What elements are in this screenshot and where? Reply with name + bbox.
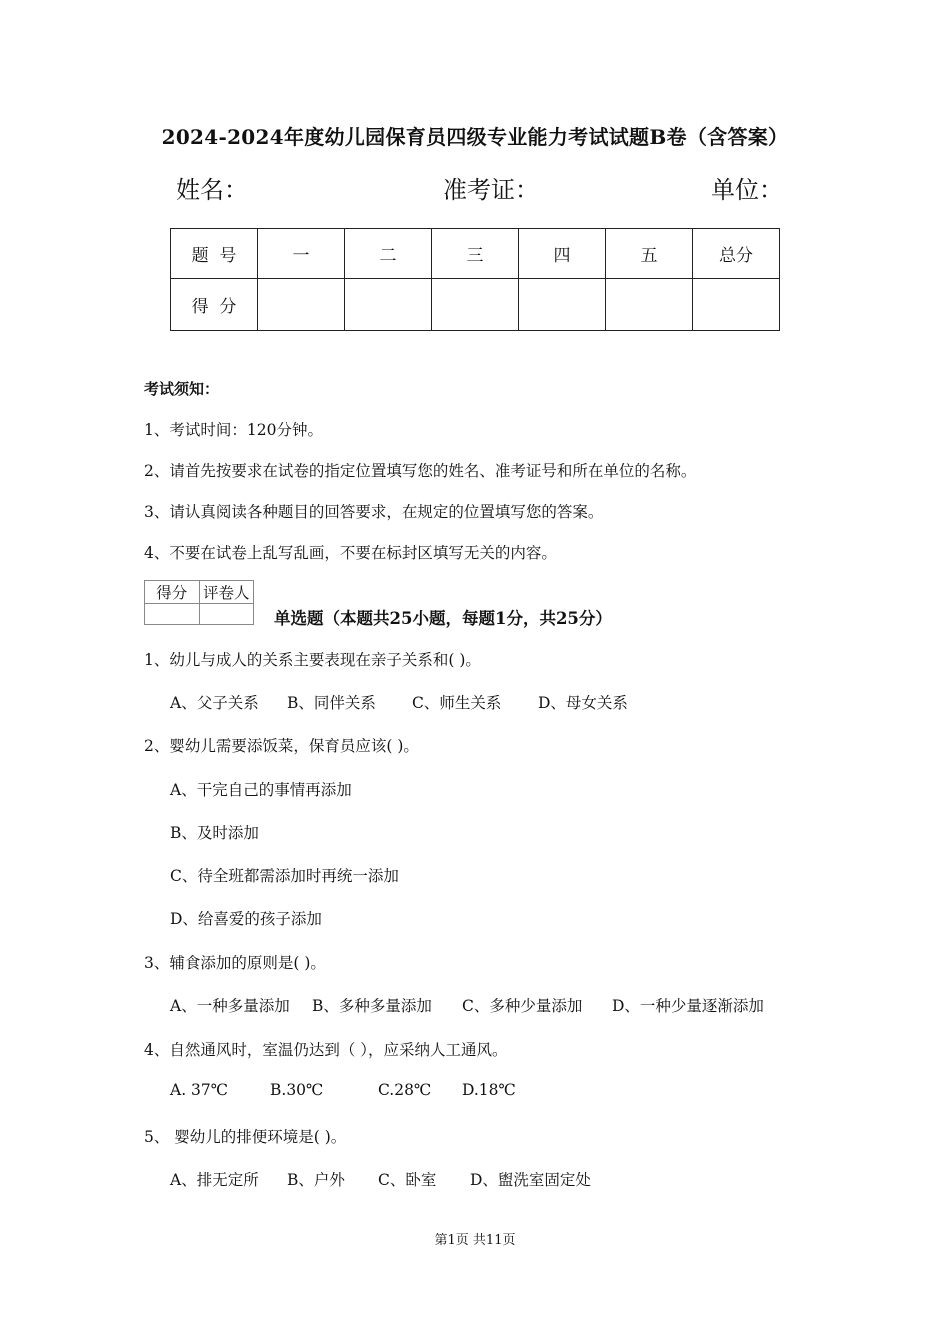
score-header-cell: 总分 (693, 229, 780, 279)
option[interactable]: B、及时添加 (170, 824, 259, 842)
question-stem: 3、辅食添加的原则是( )。 (144, 954, 326, 972)
score-cell[interactable] (345, 279, 432, 331)
section-title: 单选题（本题共25小题，每题1分，共25分） (274, 609, 612, 628)
score-header-cell: 三 (432, 229, 519, 279)
question-stem: 4、自然通风时，室温仍达到（ ），应采纳人工通风。 (144, 1041, 508, 1059)
notice-item: 2、请首先按要求在试卷的指定位置填写您的姓名、准考证号和所在单位的名称。 (144, 462, 697, 480)
exam-id-label: 准考证： (443, 176, 539, 204)
option[interactable]: D、母女关系 (538, 694, 628, 712)
option[interactable]: A. 37℃ (170, 1081, 229, 1099)
grader-box (144, 580, 254, 625)
option[interactable]: B.30℃ (270, 1081, 324, 1099)
grader-reviewer-cell[interactable] (199, 604, 254, 625)
option[interactable]: C、待全班都需添加时再统一添加 (170, 867, 399, 885)
option[interactable]: C.28℃ (378, 1081, 432, 1099)
question-stem: 1、幼儿与成人的关系主要表现在亲子关系和( )。 (144, 651, 481, 669)
option[interactable]: D.18℃ (462, 1081, 516, 1099)
score-cell[interactable] (432, 279, 519, 331)
unit-label: 单位： (711, 176, 783, 204)
option[interactable]: D、一种少量逐渐添加 (612, 997, 764, 1015)
option[interactable]: A、干完自己的事情再添加 (170, 781, 352, 799)
option[interactable]: B、户外 (287, 1171, 345, 1189)
page-title: 2024-2024年度幼儿园保育员四级专业能力考试试题B卷（含答案） (161, 125, 789, 149)
score-row-label: 得 分 (171, 279, 258, 331)
score-cell[interactable] (606, 279, 693, 331)
option[interactable]: C、卧室 (378, 1171, 437, 1189)
grader-score-cell[interactable] (145, 604, 200, 625)
score-value-row (171, 279, 780, 331)
notice-item: 4、不要在试卷上乱写乱画，不要在标封区填写无关的内容。 (144, 544, 557, 562)
option[interactable]: B、同伴关系 (287, 694, 376, 712)
option[interactable]: C、师生关系 (412, 694, 502, 712)
question-stem: 2、婴幼儿需要添饭菜，保育员应该( )。 (144, 737, 419, 755)
notice-item: 1、考试时间：120分钟。 (144, 421, 323, 439)
notice-item: 3、请认真阅读各种题目的回答要求，在规定的位置填写您的答案。 (144, 503, 604, 521)
score-cell[interactable] (258, 279, 345, 331)
score-header-cell: 一 (258, 229, 345, 279)
grader-reviewer-label: 评卷人 (199, 581, 254, 604)
score-header-cell: 五 (606, 229, 693, 279)
score-cell[interactable] (519, 279, 606, 331)
option[interactable]: D、盥洗室固定处 (470, 1171, 591, 1189)
grader-score-label: 得分 (145, 581, 200, 604)
score-table (170, 228, 780, 331)
option[interactable]: A、一种多量添加 (170, 997, 290, 1015)
score-header-row (171, 229, 780, 279)
score-header-cell: 二 (345, 229, 432, 279)
option[interactable]: C、多种少量添加 (462, 997, 583, 1015)
option[interactable]: A、父子关系 (170, 694, 259, 712)
option[interactable]: B、多种多量添加 (312, 997, 432, 1015)
score-cell[interactable] (693, 279, 780, 331)
option[interactable]: D、给喜爱的孩子添加 (170, 910, 322, 928)
score-header-cell: 题 号 (171, 229, 258, 279)
page-footer: 第1页 共11页 (434, 1233, 516, 1248)
score-header-cell: 四 (519, 229, 606, 279)
name-label: 姓名： (176, 176, 248, 204)
question-stem: 5、 婴幼儿的排便环境是( )。 (144, 1128, 347, 1146)
notice-heading: 考试须知： (144, 380, 220, 398)
option[interactable]: A、排无定所 (170, 1171, 259, 1189)
